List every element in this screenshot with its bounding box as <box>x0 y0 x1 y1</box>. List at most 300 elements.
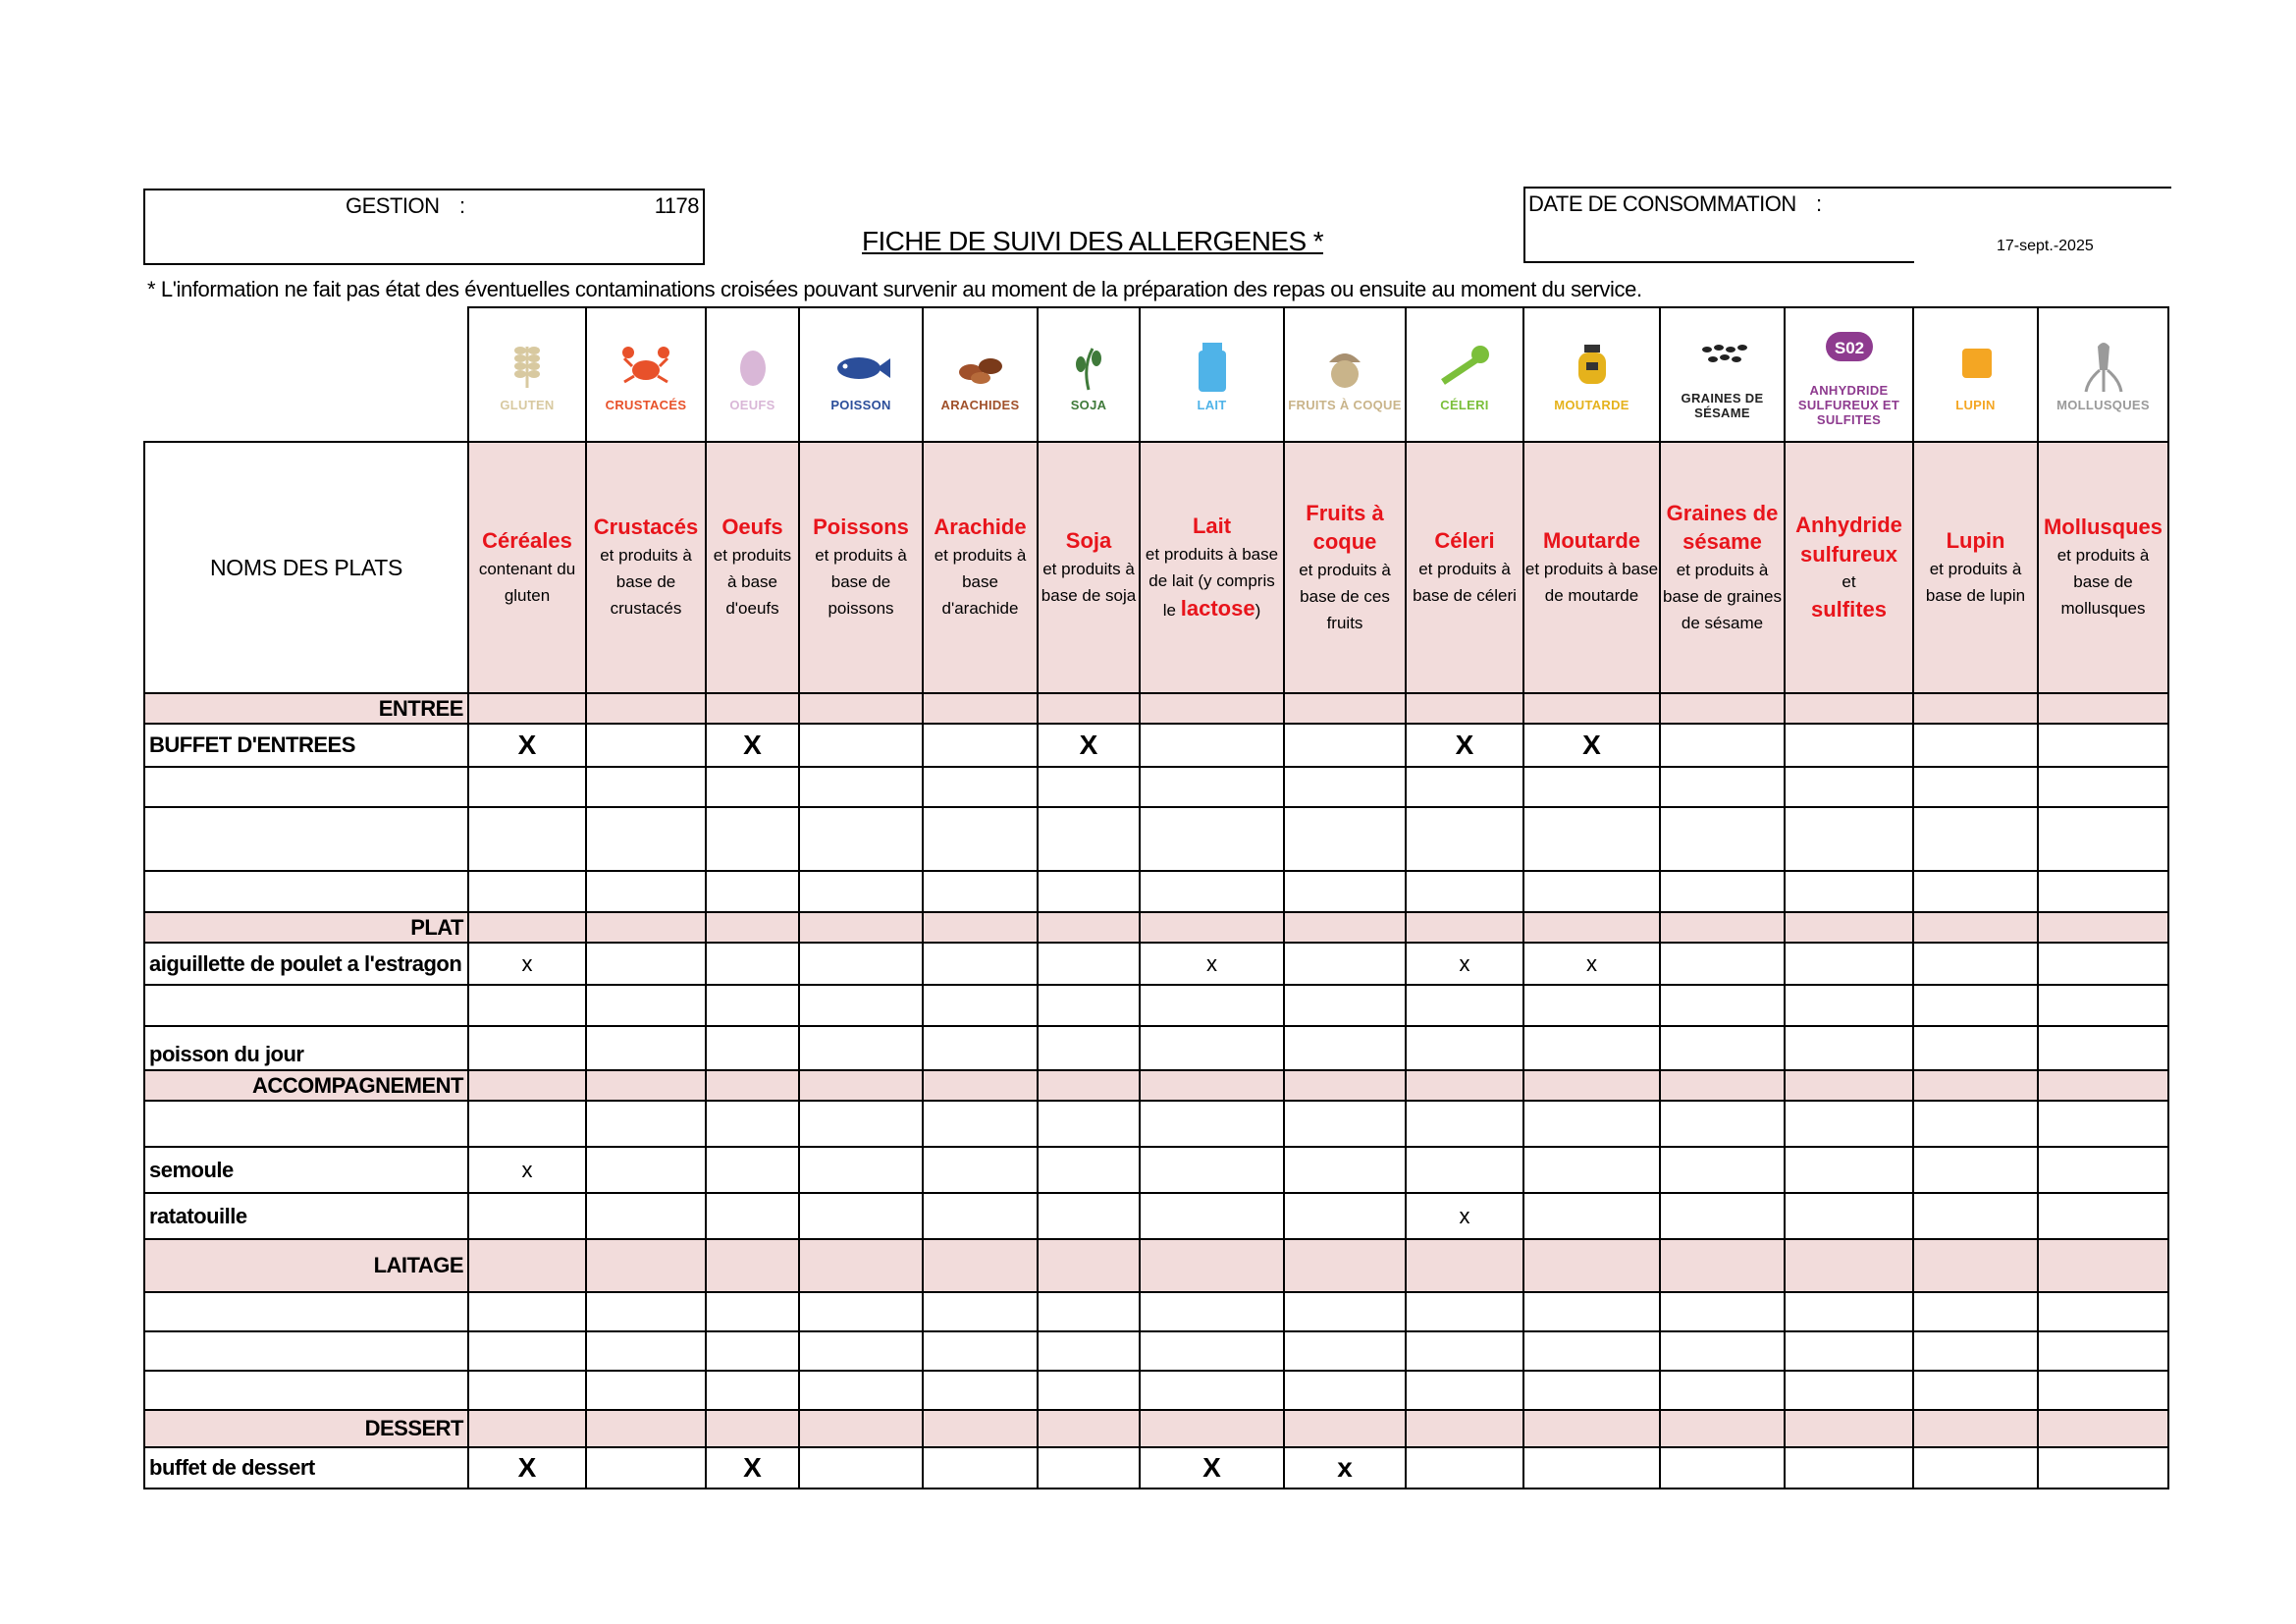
allergen-mark <box>923 807 1038 871</box>
page-title: FICHE DE SUIVI DES ALLERGENES * <box>862 226 1323 256</box>
allergen-mark <box>1140 985 1284 1026</box>
allergen-mark <box>1406 807 1523 871</box>
allergen-mark <box>2038 1101 2168 1147</box>
allergen-mark: X <box>1140 1447 1284 1489</box>
category-cell <box>586 1070 706 1101</box>
allergen-desc: et produits à base de graines de sésame <box>1663 560 1782 633</box>
allergen-mark <box>1140 1147 1284 1193</box>
allergen-icon-cell <box>1785 307 1913 442</box>
category-cell <box>1140 912 1284 943</box>
allergen-mark <box>1913 1292 2038 1331</box>
allergen-mark <box>1406 1147 1523 1193</box>
allergen-mark <box>1660 1371 1785 1410</box>
allergen-mark <box>1913 767 2038 807</box>
allergen-description <box>799 442 923 693</box>
category-cell <box>1660 693 1785 724</box>
allergen-mark <box>923 767 1038 807</box>
allergen-mark <box>1785 1292 1913 1331</box>
date-value: 17-sept.-2025 <box>1997 238 2094 254</box>
allergen-mark <box>1038 943 1140 985</box>
allergen-mark: X <box>706 724 799 767</box>
category-cell <box>1038 1239 1140 1292</box>
dish-name <box>144 1101 468 1147</box>
allergen-title: Fruits à coque <box>1306 500 1384 555</box>
category-cell <box>2038 693 2168 724</box>
category-cell <box>1038 1070 1140 1101</box>
date-separator: : <box>1816 191 1822 216</box>
category-cell <box>1038 693 1140 724</box>
allergen-description <box>1913 442 2038 693</box>
allergen-mark <box>799 871 923 912</box>
soy-icon <box>1058 337 1119 396</box>
category-cell <box>799 1070 923 1101</box>
svg-text:S02: S02 <box>1834 339 1864 357</box>
category-cell <box>1523 1070 1660 1101</box>
dish-name <box>144 807 468 871</box>
allergen-icon-label: MOUTARDE <box>1554 398 1629 412</box>
allergen-mark <box>1140 767 1284 807</box>
allergen-mark <box>1660 724 1785 767</box>
allergen-mark <box>1038 1371 1140 1410</box>
allergen-icon-label: MOLLUSQUES <box>2056 398 2150 412</box>
category-cell <box>1785 1410 1913 1447</box>
allergen-mark <box>1660 1331 1785 1371</box>
allergen-desc: et produits à base de céleri <box>1413 559 1517 605</box>
category-cell <box>1785 1070 1913 1101</box>
allergen-mark <box>799 724 923 767</box>
allergen-mark <box>1785 1147 1913 1193</box>
allergen-mark <box>1785 1101 1913 1147</box>
allergen-mark <box>1140 807 1284 871</box>
category-cell <box>1660 912 1785 943</box>
allergen-title: Poissons <box>813 514 909 540</box>
category-cell <box>1785 693 1913 724</box>
allergen-mark <box>1785 807 1913 871</box>
allergen-mark <box>799 1292 923 1331</box>
allergen-icon-label: FRUITS À COQUE <box>1288 398 1402 412</box>
allergen-mark <box>1913 871 2038 912</box>
allergen-mark <box>1140 1026 1284 1070</box>
allergen-desc-accent: lactose <box>1180 595 1255 621</box>
allergen-mark <box>586 1292 706 1331</box>
allergen-icon-cell <box>1660 307 1785 442</box>
allergen-mark <box>1038 985 1140 1026</box>
allergen-mark <box>468 1193 586 1239</box>
allergen-mark <box>706 943 799 985</box>
allergen-mark <box>586 871 706 912</box>
allergen-mark <box>586 1447 706 1489</box>
allergen-mark <box>1660 985 1785 1026</box>
category-cell <box>1913 1410 2038 1447</box>
allergen-mark <box>1140 1193 1284 1239</box>
allergen-mark <box>706 1026 799 1070</box>
allergen-mark <box>2038 1371 2168 1410</box>
category-cell <box>1406 1410 1523 1447</box>
allergen-icon-label: LAIT <box>1197 398 1227 412</box>
allergen-mark <box>1660 1026 1785 1070</box>
allergen-desc: et produits à base de soja <box>1041 559 1137 605</box>
allergen-mark <box>1523 1331 1660 1371</box>
disclaimer-note: * L'information ne fait pas état des éventuelles contaminations croisées pouvant survenir au moment de la préparation des repas ou ensuite au moment du service. <box>147 277 1642 301</box>
sesame-icon <box>1692 330 1753 389</box>
allergen-icon-cell <box>1523 307 1660 442</box>
category-cell <box>1523 693 1660 724</box>
allergen-mark <box>923 1101 1038 1147</box>
allergen-mark <box>923 1331 1038 1371</box>
allergen-mark <box>1913 1371 2038 1410</box>
category-cell <box>1284 693 1406 724</box>
allergen-mark <box>468 1026 586 1070</box>
peanut-icon <box>950 337 1011 396</box>
category-cell <box>799 1410 923 1447</box>
allergen-mark <box>1406 871 1523 912</box>
allergen-mark <box>1038 1147 1140 1193</box>
allergen-description <box>1140 442 1284 693</box>
allergen-mark <box>586 1331 706 1371</box>
dish-name <box>144 767 468 807</box>
category-cell <box>923 1239 1038 1292</box>
category-cell <box>706 1410 799 1447</box>
allergen-icon-cell <box>706 307 799 442</box>
dish-name <box>144 871 468 912</box>
allergen-mark <box>1913 807 2038 871</box>
allergen-desc-accent: sulfites <box>1810 597 1888 623</box>
allergen-mark <box>799 807 923 871</box>
allergen-mark <box>923 1292 1038 1331</box>
allergen-mark <box>1913 1101 2038 1147</box>
allergen-title: Céleri <box>1434 527 1495 553</box>
allergen-mark <box>1406 1447 1523 1489</box>
category-cell <box>799 693 923 724</box>
allergen-mark <box>1660 871 1785 912</box>
allergen-mark <box>1913 1193 2038 1239</box>
allergen-mark: x <box>1406 1193 1523 1239</box>
allergen-mark <box>799 1447 923 1489</box>
dish-name <box>144 1331 468 1371</box>
allergen-mark <box>706 1101 799 1147</box>
category-cell <box>1523 912 1660 943</box>
allergen-icon-cell <box>1406 307 1523 442</box>
allergen-mark <box>706 807 799 871</box>
allergen-icon-cell <box>586 307 706 442</box>
sulphite-icon <box>1819 322 1880 381</box>
category-cell <box>923 912 1038 943</box>
allergen-mark: x <box>1284 1447 1406 1489</box>
allergen-mark <box>1406 1026 1523 1070</box>
allergen-mark <box>706 985 799 1026</box>
dish-name: BUFFET D'ENTREES <box>144 724 468 767</box>
allergen-mark <box>1660 943 1785 985</box>
category-cell <box>1038 912 1140 943</box>
allergen-mark <box>1660 1292 1785 1331</box>
category-cell <box>1406 693 1523 724</box>
category-cell <box>468 1070 586 1101</box>
allergen-mark <box>1284 1026 1406 1070</box>
allergen-mark <box>586 767 706 807</box>
allergen-mark <box>1523 767 1660 807</box>
category-cell <box>586 1239 706 1292</box>
allergen-mark <box>1038 1331 1140 1371</box>
allergen-mark <box>1785 985 1913 1026</box>
allergen-mark <box>1660 1147 1785 1193</box>
allergen-icon-label: POISSON <box>830 398 891 412</box>
allergen-mark <box>1140 1292 1284 1331</box>
allergen-title: Oeufs <box>721 514 783 540</box>
allergen-mark <box>923 1147 1038 1193</box>
allergen-mark <box>468 1292 586 1331</box>
dish-name <box>144 1292 468 1331</box>
allergen-mark <box>1523 1026 1660 1070</box>
allergen-mark <box>923 724 1038 767</box>
allergen-mark <box>799 943 923 985</box>
allergen-desc: et produits à base d'oeufs <box>713 546 792 619</box>
allergen-icon-cell <box>1140 307 1284 442</box>
category-cell <box>1406 1239 1523 1292</box>
allergen-mark <box>1284 1371 1406 1410</box>
allergen-mark <box>1406 1331 1523 1371</box>
category-cell <box>1660 1070 1785 1101</box>
allergen-mark <box>799 1147 923 1193</box>
allergen-desc: et produits à base de lait (y compris le lactose) <box>1145 544 1279 621</box>
allergen-mark <box>799 767 923 807</box>
allergen-icon-label: ANHYDRIDE SULFUREUX ET SULFITES <box>1797 383 1900 427</box>
names-header <box>144 442 468 693</box>
allergen-mark: X <box>468 1447 586 1489</box>
allergen-mark: X <box>1523 724 1660 767</box>
allergen-mark <box>1140 1331 1284 1371</box>
allergen-mark <box>799 1101 923 1147</box>
allergen-mark <box>923 1447 1038 1489</box>
allergen-mark <box>1913 1447 2038 1489</box>
allergen-title: Mollusques <box>2043 514 2163 540</box>
allergen-mark <box>1406 985 1523 1026</box>
allergen-icon-label: GLUTEN <box>500 398 555 412</box>
allergen-description <box>923 442 1038 693</box>
allergen-description <box>1038 442 1140 693</box>
category-header: ACCOMPAGNEMENT <box>144 1070 468 1101</box>
allergen-icon-cell <box>1038 307 1140 442</box>
allergen-desc: et produits à base d'arachide <box>934 546 1027 619</box>
allergen-icon-cell <box>923 307 1038 442</box>
allergen-mark <box>1406 1101 1523 1147</box>
category-cell <box>1140 1070 1284 1101</box>
category-cell <box>2038 1239 2168 1292</box>
gestion-separator: : <box>459 193 465 218</box>
dish-name: ratatouille <box>144 1193 468 1239</box>
allergen-mark <box>923 1193 1038 1239</box>
allergen-mark <box>1523 807 1660 871</box>
allergen-icon-cell <box>468 307 586 442</box>
category-header: DESSERT <box>144 1410 468 1447</box>
allergen-mark <box>923 1026 1038 1070</box>
allergen-icon-label: CRUSTACÉS <box>605 398 687 412</box>
allergen-mark <box>1913 1147 2038 1193</box>
allergen-mark <box>799 1371 923 1410</box>
allergen-mark <box>1284 1331 1406 1371</box>
names-header-label: NOMS DES PLATS <box>209 554 403 580</box>
category-cell <box>1523 1239 1660 1292</box>
allergen-mark <box>1913 943 2038 985</box>
allergen-mark <box>1038 807 1140 871</box>
allergen-mark <box>1140 724 1284 767</box>
category-cell <box>1284 1410 1406 1447</box>
allergen-mark <box>706 1331 799 1371</box>
allergen-description <box>1523 442 1660 693</box>
category-cell <box>706 1070 799 1101</box>
category-cell <box>468 693 586 724</box>
allergen-icon-label: CÉLERI <box>1440 398 1489 412</box>
category-cell <box>2038 1410 2168 1447</box>
category-header: LAITAGE <box>144 1239 468 1292</box>
corner-blank <box>144 307 468 442</box>
gestion-label: GESTION <box>346 193 440 218</box>
date-label: DATE DE CONSOMMATION <box>1528 191 1796 216</box>
allergen-description <box>706 442 799 693</box>
category-cell <box>1913 912 2038 943</box>
category-cell <box>706 912 799 943</box>
category-cell <box>706 1239 799 1292</box>
allergen-desc: contenant du gluten <box>478 559 576 605</box>
allergen-mark <box>1785 1371 1913 1410</box>
category-cell <box>586 1410 706 1447</box>
allergen-mark <box>1523 1101 1660 1147</box>
category-header: ENTREE <box>144 693 468 724</box>
dish-name: semoule <box>144 1147 468 1193</box>
category-cell <box>923 1070 1038 1101</box>
allergen-mark <box>1140 1371 1284 1410</box>
category-cell <box>1284 912 1406 943</box>
allergen-mark <box>468 767 586 807</box>
allergen-mark <box>2038 871 2168 912</box>
allergen-mark <box>1785 1026 1913 1070</box>
allergen-icon-cell <box>1913 307 2038 442</box>
allergen-mark <box>1038 1101 1140 1147</box>
category-cell <box>1913 1239 2038 1292</box>
allergen-mark <box>468 1101 586 1147</box>
allergen-description <box>1785 442 1913 693</box>
allergen-mark <box>1785 943 1913 985</box>
allergen-mark <box>1038 767 1140 807</box>
allergen-mark <box>586 1026 706 1070</box>
allergen-icon-label: GRAINES DE SÉSAME <box>1681 390 1764 420</box>
allergen-mark <box>923 985 1038 1026</box>
allergen-mark <box>2038 724 2168 767</box>
allergen-mark <box>1785 1447 1913 1489</box>
crab-icon <box>615 337 676 396</box>
allergen-mark <box>1913 985 2038 1026</box>
gestion-box <box>143 189 705 265</box>
allergen-mark <box>1284 767 1406 807</box>
allergen-mark <box>586 807 706 871</box>
allergen-mark <box>1913 1026 2038 1070</box>
category-cell <box>1284 1070 1406 1101</box>
category-cell <box>468 1239 586 1292</box>
allergen-mark <box>1523 1447 1660 1489</box>
category-cell <box>2038 912 2168 943</box>
allergen-mark <box>1523 1147 1660 1193</box>
allergen-title: Lait <box>1192 513 1232 538</box>
allergen-mark <box>1660 767 1785 807</box>
allergen-mark: X <box>1038 724 1140 767</box>
category-cell <box>586 912 706 943</box>
allergen-mark <box>1785 1193 1913 1239</box>
milk-icon <box>1182 337 1243 396</box>
category-cell <box>1140 693 1284 724</box>
allergen-mark <box>1523 1371 1660 1410</box>
allergen-mark <box>1523 1193 1660 1239</box>
allergen-desc: et produits à base de crustacés <box>600 546 692 619</box>
allergen-desc: et produits à base de ces fruits <box>1299 560 1391 633</box>
allergen-mark: x <box>1140 943 1284 985</box>
allergen-mark <box>706 1371 799 1410</box>
category-header: PLAT <box>144 912 468 943</box>
allergen-mark <box>1660 1193 1785 1239</box>
category-cell <box>1523 1410 1660 1447</box>
allergen-title: Arachide <box>934 514 1027 540</box>
allergen-mark <box>2038 1147 2168 1193</box>
allergen-mark <box>1406 1292 1523 1331</box>
allergen-description <box>1660 442 1785 693</box>
allergen-mark <box>1284 724 1406 767</box>
allergen-mark <box>1660 807 1785 871</box>
allergen-mark <box>1140 1101 1284 1147</box>
dish-name <box>144 1371 468 1410</box>
allergen-description <box>2038 442 2168 693</box>
category-cell <box>1038 1410 1140 1447</box>
allergen-mark <box>799 1026 923 1070</box>
category-cell <box>1785 912 1913 943</box>
category-cell <box>586 693 706 724</box>
allergen-mark <box>1038 1026 1140 1070</box>
allergen-mark <box>586 1193 706 1239</box>
allergen-mark <box>468 985 586 1026</box>
allergen-mark <box>2038 767 2168 807</box>
allergen-mark <box>468 1331 586 1371</box>
allergen-mark <box>1038 871 1140 912</box>
allergen-mark: X <box>1406 724 1523 767</box>
gluten-icon <box>497 337 558 396</box>
allergen-mark <box>2038 807 2168 871</box>
category-cell <box>1140 1239 1284 1292</box>
allergen-mark <box>706 871 799 912</box>
allergen-mark: x <box>1406 943 1523 985</box>
dish-name: poisson du jour <box>144 1026 468 1070</box>
category-cell <box>706 693 799 724</box>
allergen-title: Lupin <box>1946 527 2005 553</box>
category-cell <box>468 912 586 943</box>
allergen-mark: x <box>1523 943 1660 985</box>
allergen-mark <box>1038 1447 1140 1489</box>
allergen-mark <box>799 1193 923 1239</box>
allergen-mark <box>706 1193 799 1239</box>
allergen-mark: x <box>468 1147 586 1193</box>
allergen-mark <box>1785 724 1913 767</box>
allergen-icon-label: LUPIN <box>1955 398 1996 412</box>
category-cell <box>2038 1070 2168 1101</box>
category-cell <box>1406 1070 1523 1101</box>
allergen-title: Crustacés <box>593 514 699 540</box>
allergen-title: Céréales <box>482 527 572 553</box>
allergen-mark <box>2038 1292 2168 1331</box>
allergen-mark <box>799 1331 923 1371</box>
allergen-description <box>468 442 586 693</box>
allergen-mark <box>923 1371 1038 1410</box>
category-cell <box>1785 1239 1913 1292</box>
allergen-description <box>586 442 706 693</box>
allergen-mark <box>1284 1147 1406 1193</box>
allergen-mark <box>1523 871 1660 912</box>
allergen-mark: X <box>468 724 586 767</box>
